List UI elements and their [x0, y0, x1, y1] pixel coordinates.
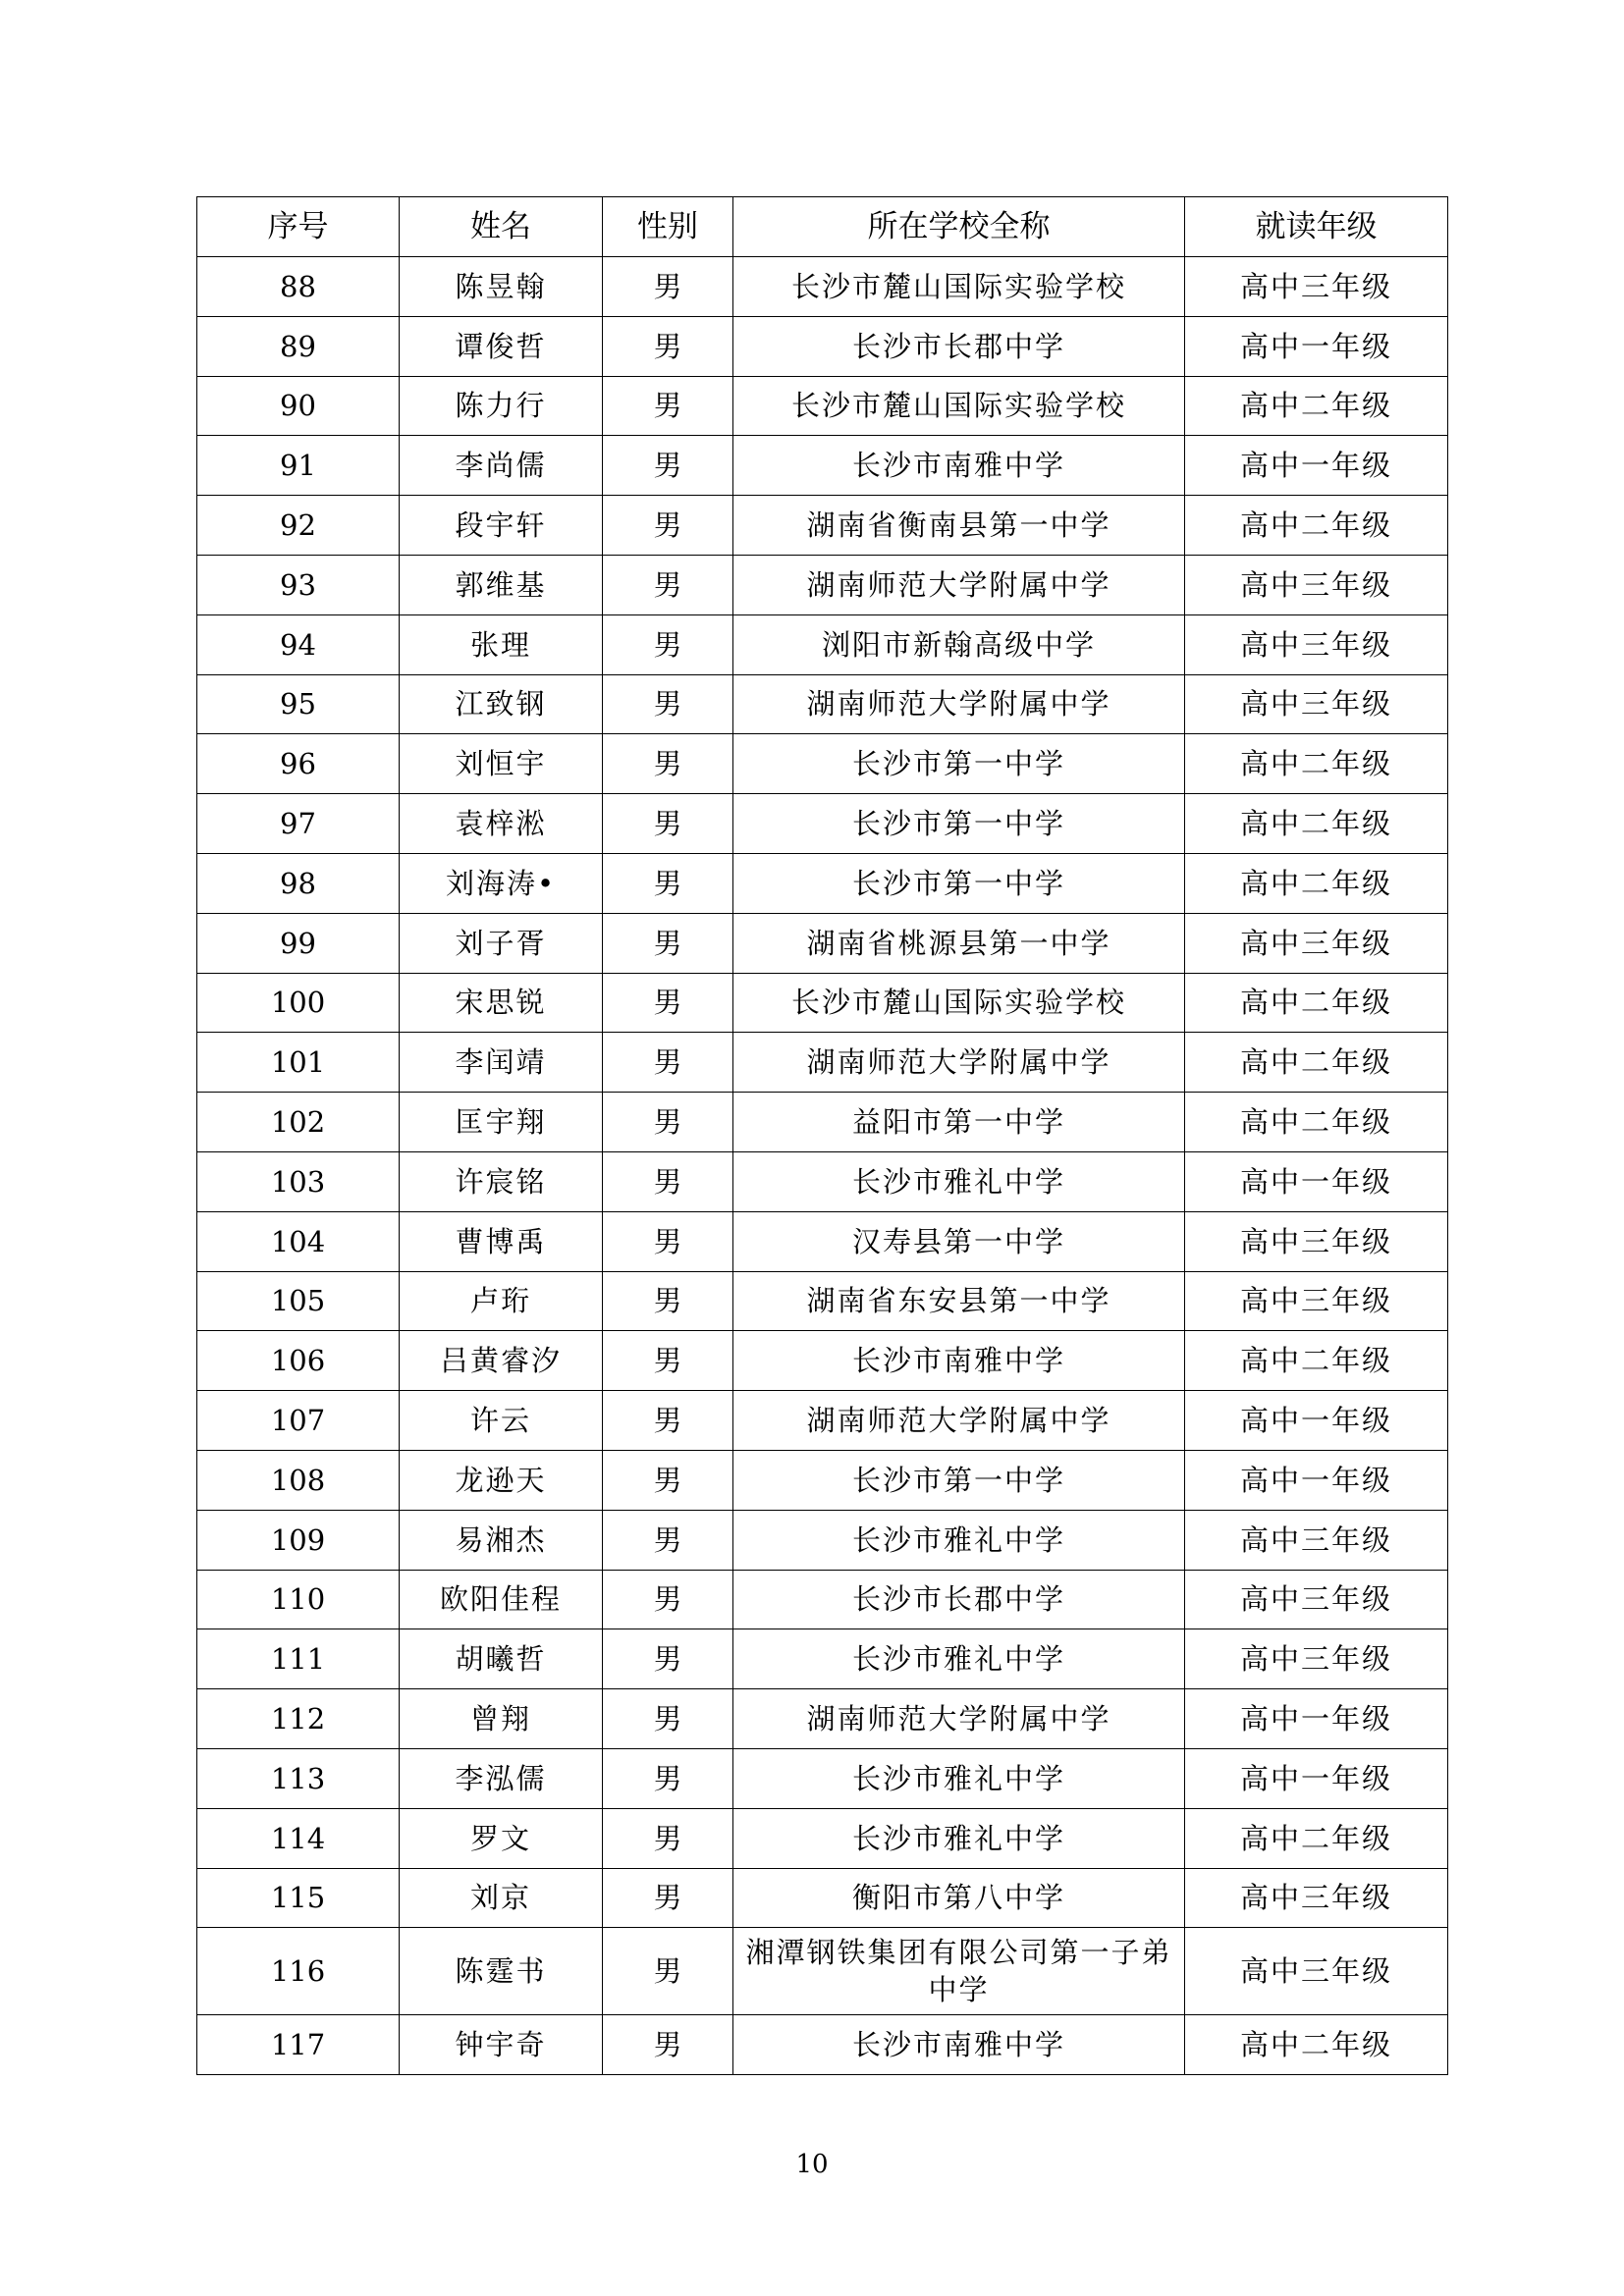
table-row	[197, 1093, 1448, 1152]
cell-school: 长沙市长郡中学	[733, 1570, 1185, 1629]
cell-gender: 男	[603, 1868, 733, 1928]
cell-gender: 男	[603, 794, 733, 854]
cell-name: 刘京	[400, 1868, 603, 1928]
cell-grade: 高中三年级	[1185, 1211, 1448, 1271]
cell-index: 102	[197, 1093, 400, 1152]
cell-name: 罗文	[400, 1808, 603, 1868]
cell-index: 110	[197, 1570, 400, 1629]
cell-school: 益阳市第一中学	[733, 1093, 1185, 1152]
cell-index: 89	[197, 316, 400, 376]
cell-name: 欧阳佳程	[400, 1570, 603, 1629]
header-grade: 就读年级	[1185, 197, 1448, 257]
cell-grade: 高中二年级	[1185, 1808, 1448, 1868]
cell-name: 陈力行	[400, 376, 603, 436]
cell-gender: 男	[603, 1748, 733, 1808]
cell-grade: 高中一年级	[1185, 316, 1448, 376]
cell-grade: 高中三年级	[1185, 1868, 1448, 1928]
table-body	[197, 257, 1448, 2075]
cell-gender: 男	[603, 257, 733, 317]
cell-index: 93	[197, 555, 400, 614]
cell-grade: 高中二年级	[1185, 1093, 1448, 1152]
cell-name: 刘子胥	[400, 913, 603, 973]
cell-school: 长沙市第一中学	[733, 853, 1185, 913]
page-number: 10	[795, 2150, 829, 2179]
cell-grade: 高中二年级	[1185, 496, 1448, 556]
cell-name: 陈昱翰	[400, 257, 603, 317]
table-row	[197, 1271, 1448, 1331]
cell-school: 湖南师范大学附属中学	[733, 555, 1185, 614]
table-row	[197, 1033, 1448, 1093]
cell-index: 107	[197, 1391, 400, 1451]
cell-school: 长沙市雅礼中学	[733, 1629, 1185, 1689]
cell-school: 浏阳市新翰高级中学	[733, 614, 1185, 674]
table-row	[197, 2015, 1448, 2075]
cell-school: 长沙市麓山国际实验学校	[733, 376, 1185, 436]
cell-grade: 高中二年级	[1185, 376, 1448, 436]
cell-school: 长沙市第一中学	[733, 734, 1185, 794]
header-row	[197, 197, 1448, 257]
cell-name: 曾翔	[400, 1689, 603, 1749]
cell-name: 江致钢	[400, 674, 603, 734]
cell-gender: 男	[603, 1271, 733, 1331]
cell-gender: 男	[603, 973, 733, 1033]
table-row	[197, 794, 1448, 854]
cell-school: 长沙市第一中学	[733, 794, 1185, 854]
cell-gender: 男	[603, 1510, 733, 1570]
cell-name: 钟宇奇	[400, 2015, 603, 2075]
table-row	[197, 1689, 1448, 1749]
cell-school: 湖南省东安县第一中学	[733, 1271, 1185, 1331]
cell-name: 卢珩	[400, 1271, 603, 1331]
cell-school: 湖南师范大学附属中学	[733, 1033, 1185, 1093]
cell-index: 114	[197, 1808, 400, 1868]
cell-grade: 高中三年级	[1185, 257, 1448, 317]
cell-school: 湖南师范大学附属中学	[733, 1689, 1185, 1749]
cell-name: 宋思锐	[400, 973, 603, 1033]
cell-school: 湖南省衡南县第一中学	[733, 496, 1185, 556]
cell-name: 曹博禹	[400, 1211, 603, 1271]
cell-grade: 高中三年级	[1185, 1271, 1448, 1331]
cell-index: 103	[197, 1151, 400, 1211]
cell-index: 100	[197, 973, 400, 1033]
cell-gender: 男	[603, 436, 733, 496]
cell-index: 105	[197, 1271, 400, 1331]
table-row	[197, 1808, 1448, 1868]
cell-index: 104	[197, 1211, 400, 1271]
cell-name: 李泓儒	[400, 1748, 603, 1808]
cell-index: 116	[197, 1928, 400, 2015]
cell-grade: 高中一年级	[1185, 1151, 1448, 1211]
cell-index: 91	[197, 436, 400, 496]
cell-index: 92	[197, 496, 400, 556]
header-school: 所在学校全称	[733, 197, 1185, 257]
cell-grade: 高中二年级	[1185, 1331, 1448, 1391]
cell-grade: 高中三年级	[1185, 913, 1448, 973]
cell-name: 许宸铭	[400, 1151, 603, 1211]
roster-table	[196, 196, 1448, 2075]
cell-gender: 男	[603, 1033, 733, 1093]
cell-grade: 高中一年级	[1185, 436, 1448, 496]
cell-index: 95	[197, 674, 400, 734]
cell-grade: 高中二年级	[1185, 973, 1448, 1033]
table-row	[197, 1151, 1448, 1211]
cell-gender: 男	[603, 1151, 733, 1211]
cell-index: 112	[197, 1689, 400, 1749]
cell-name: 陈霆书	[400, 1928, 603, 2015]
cell-gender: 男	[603, 1211, 733, 1271]
table-row	[197, 316, 1448, 376]
cell-school: 长沙市长郡中学	[733, 316, 1185, 376]
table-row	[197, 1748, 1448, 1808]
cell-gender: 男	[603, 2015, 733, 2075]
cell-index: 99	[197, 913, 400, 973]
cell-school: 长沙市第一中学	[733, 1450, 1185, 1510]
cell-gender: 男	[603, 496, 733, 556]
cell-grade: 高中三年级	[1185, 674, 1448, 734]
table-row	[197, 257, 1448, 317]
cell-index: 101	[197, 1033, 400, 1093]
cell-name: 龙逊天	[400, 1450, 603, 1510]
cell-school: 湘潭钢铁集团有限公司第一子弟中学	[733, 1928, 1185, 2015]
cell-name: 段宇轩	[400, 496, 603, 556]
cell-school: 湖南省桃源县第一中学	[733, 913, 1185, 973]
cell-name: 李闰靖	[400, 1033, 603, 1093]
header-gender: 性别	[603, 197, 733, 257]
cell-gender: 男	[603, 1808, 733, 1868]
table-row	[197, 1211, 1448, 1271]
table-row	[197, 376, 1448, 436]
cell-gender: 男	[603, 316, 733, 376]
cell-school: 长沙市雅礼中学	[733, 1808, 1185, 1868]
cell-index: 94	[197, 614, 400, 674]
cell-grade: 高中二年级	[1185, 853, 1448, 913]
cell-name: 刘海涛•	[400, 853, 603, 913]
cell-grade: 高中二年级	[1185, 1033, 1448, 1093]
cell-gender: 男	[603, 1391, 733, 1451]
table-row	[197, 674, 1448, 734]
cell-grade: 高中一年级	[1185, 1689, 1448, 1749]
cell-gender: 男	[603, 376, 733, 436]
cell-name: 刘恒宇	[400, 734, 603, 794]
table-row	[197, 1331, 1448, 1391]
cell-name: 谭俊哲	[400, 316, 603, 376]
cell-grade: 高中二年级	[1185, 794, 1448, 854]
cell-school: 长沙市雅礼中学	[733, 1151, 1185, 1211]
cell-school: 长沙市雅礼中学	[733, 1748, 1185, 1808]
table-row	[197, 614, 1448, 674]
cell-name: 李尚儒	[400, 436, 603, 496]
cell-grade: 高中三年级	[1185, 1629, 1448, 1689]
cell-gender: 男	[603, 1093, 733, 1152]
cell-name: 郭维基	[400, 555, 603, 614]
cell-name: 匡宇翔	[400, 1093, 603, 1152]
cell-gender: 男	[603, 555, 733, 614]
cell-name: 吕黄睿汐	[400, 1331, 603, 1391]
cell-school: 汉寿县第一中学	[733, 1211, 1185, 1271]
table-row	[197, 913, 1448, 973]
cell-index: 106	[197, 1331, 400, 1391]
table-header	[197, 197, 1448, 257]
cell-grade: 高中三年级	[1185, 1570, 1448, 1629]
cell-index: 96	[197, 734, 400, 794]
table-row	[197, 1450, 1448, 1510]
cell-gender: 男	[603, 853, 733, 913]
table-row	[197, 496, 1448, 556]
cell-school: 湖南师范大学附属中学	[733, 674, 1185, 734]
cell-grade: 高中一年级	[1185, 1748, 1448, 1808]
cell-gender: 男	[603, 913, 733, 973]
cell-gender: 男	[603, 1450, 733, 1510]
cell-index: 98	[197, 853, 400, 913]
cell-grade: 高中三年级	[1185, 1510, 1448, 1570]
table-row	[197, 1928, 1448, 2015]
cell-index: 108	[197, 1450, 400, 1510]
table-row	[197, 1510, 1448, 1570]
cell-gender: 男	[603, 1689, 733, 1749]
header-index: 序号	[197, 197, 400, 257]
cell-school: 衡阳市第八中学	[733, 1868, 1185, 1928]
table-row	[197, 1868, 1448, 1928]
cell-index: 97	[197, 794, 400, 854]
table-row	[197, 1629, 1448, 1689]
cell-school: 长沙市南雅中学	[733, 1331, 1185, 1391]
cell-name: 许云	[400, 1391, 603, 1451]
cell-name: 张理	[400, 614, 603, 674]
cell-gender: 男	[603, 1928, 733, 2015]
cell-index: 111	[197, 1629, 400, 1689]
cell-grade: 高中二年级	[1185, 734, 1448, 794]
cell-grade: 高中一年级	[1185, 1450, 1448, 1510]
cell-grade: 高中二年级	[1185, 2015, 1448, 2075]
cell-name: 易湘杰	[400, 1510, 603, 1570]
cell-school: 长沙市雅礼中学	[733, 1510, 1185, 1570]
cell-school: 长沙市南雅中学	[733, 436, 1185, 496]
cell-school: 长沙市南雅中学	[733, 2015, 1185, 2075]
cell-gender: 男	[603, 734, 733, 794]
table-row	[197, 734, 1448, 794]
cell-school: 长沙市麓山国际实验学校	[733, 973, 1185, 1033]
table-row	[197, 1391, 1448, 1451]
cell-index: 113	[197, 1748, 400, 1808]
cell-grade: 高中三年级	[1185, 1928, 1448, 2015]
cell-name: 胡曦哲	[400, 1629, 603, 1689]
cell-index: 90	[197, 376, 400, 436]
cell-gender: 男	[603, 1629, 733, 1689]
cell-gender: 男	[603, 614, 733, 674]
cell-grade: 高中一年级	[1185, 1391, 1448, 1451]
cell-index: 109	[197, 1510, 400, 1570]
table-row	[197, 436, 1448, 496]
cell-school: 湖南师范大学附属中学	[733, 1391, 1185, 1451]
cell-school: 长沙市麓山国际实验学校	[733, 257, 1185, 317]
cell-index: 88	[197, 257, 400, 317]
table-row	[197, 973, 1448, 1033]
cell-gender: 男	[603, 1570, 733, 1629]
cell-grade: 高中三年级	[1185, 614, 1448, 674]
cell-index: 117	[197, 2015, 400, 2075]
cell-name: 袁梓淞	[400, 794, 603, 854]
cell-grade: 高中三年级	[1185, 555, 1448, 614]
header-name: 姓名	[400, 197, 603, 257]
cell-index: 115	[197, 1868, 400, 1928]
table-row	[197, 1570, 1448, 1629]
cell-gender: 男	[603, 1331, 733, 1391]
cell-gender: 男	[603, 674, 733, 734]
table-row	[197, 555, 1448, 614]
table-row	[197, 853, 1448, 913]
